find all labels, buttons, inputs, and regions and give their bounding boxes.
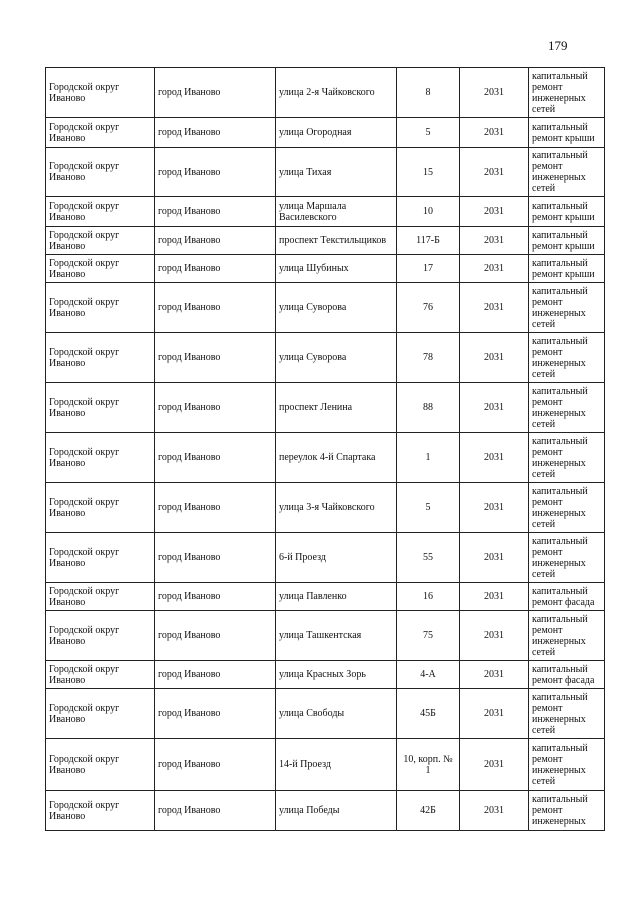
street-cell: улица Павленко (276, 583, 397, 611)
year-cell: 2031 (460, 148, 529, 197)
work-type-cell: капитальный ремонт инженерных сетей (529, 148, 605, 197)
city-cell: город Иваново (155, 68, 276, 118)
year-cell: 2031 (460, 483, 529, 533)
city-cell: город Иваново (155, 118, 276, 148)
table-row (46, 583, 605, 611)
table-row (46, 689, 605, 739)
work-type-cell: капитальный ремонт инженерных сетей (529, 611, 605, 661)
street-cell: улица Шубиных (276, 255, 397, 283)
year-cell: 2031 (460, 227, 529, 255)
city-cell: город Иваново (155, 197, 276, 227)
year-cell: 2031 (460, 333, 529, 383)
year-cell: 2031 (460, 661, 529, 689)
house-cell: 1 (397, 433, 460, 483)
work-type-cell: капитальный ремонт инженерных сетей (529, 483, 605, 533)
okrug-cell: Городской округ Иваново (46, 583, 155, 611)
city-cell: город Иваново (155, 333, 276, 383)
city-cell: город Иваново (155, 383, 276, 433)
street-cell: улица Свободы (276, 689, 397, 739)
city-cell: город Иваново (155, 739, 276, 791)
house-cell: 55 (397, 533, 460, 583)
street-cell: улица Ташкентская (276, 611, 397, 661)
okrug-cell: Городской округ Иваново (46, 68, 155, 118)
street-cell: проспект Текстильщиков (276, 227, 397, 255)
table-row (46, 611, 605, 661)
work-type-cell: капитальный ремонт крыши (529, 118, 605, 148)
city-cell: город Иваново (155, 689, 276, 739)
okrug-cell: Городской округ Иваново (46, 197, 155, 227)
year-cell: 2031 (460, 383, 529, 433)
city-cell: город Иваново (155, 661, 276, 689)
table-row (46, 791, 605, 831)
house-cell: 10, корп. № 1 (397, 739, 460, 791)
street-cell: улица Красных Зорь (276, 661, 397, 689)
okrug-cell: Городской округ Иваново (46, 611, 155, 661)
work-type-cell: капитальный ремонт инженерных сетей (529, 283, 605, 333)
street-cell: улица Маршала Василевского (276, 197, 397, 227)
house-cell: 8 (397, 68, 460, 118)
work-type-cell: капитальный ремонт инженерных сетей (529, 383, 605, 433)
house-cell: 15 (397, 148, 460, 197)
house-cell: 5 (397, 118, 460, 148)
city-cell: город Иваново (155, 283, 276, 333)
year-cell: 2031 (460, 533, 529, 583)
street-cell: улица Огородная (276, 118, 397, 148)
table-row (46, 533, 605, 583)
street-cell: переулок 4-й Спартака (276, 433, 397, 483)
house-cell: 76 (397, 283, 460, 333)
year-cell: 2031 (460, 611, 529, 661)
table-row (46, 227, 605, 255)
table-row (46, 255, 605, 283)
okrug-cell: Городской округ Иваново (46, 433, 155, 483)
street-cell: улица Победы (276, 791, 397, 831)
work-type-cell: капитальный ремонт фасада (529, 661, 605, 689)
house-cell: 5 (397, 483, 460, 533)
okrug-cell: Городской округ Иваново (46, 383, 155, 433)
okrug-cell: Городской округ Иваново (46, 689, 155, 739)
year-cell: 2031 (460, 433, 529, 483)
street-cell: улица 2-я Чайковского (276, 68, 397, 118)
year-cell: 2031 (460, 791, 529, 831)
okrug-cell: Городской округ Иваново (46, 227, 155, 255)
okrug-cell: Городской округ Иваново (46, 118, 155, 148)
year-cell: 2031 (460, 255, 529, 283)
okrug-cell: Городской округ Иваново (46, 283, 155, 333)
table-row (46, 68, 605, 118)
city-cell: город Иваново (155, 433, 276, 483)
street-cell: улица Суворова (276, 283, 397, 333)
table-row (46, 118, 605, 148)
house-cell: 88 (397, 383, 460, 433)
table-row (46, 383, 605, 433)
year-cell: 2031 (460, 689, 529, 739)
work-type-cell: капитальный ремонт крыши (529, 255, 605, 283)
work-type-cell: капитальный ремонт фасада (529, 583, 605, 611)
table-row (46, 283, 605, 333)
city-cell: город Иваново (155, 611, 276, 661)
okrug-cell: Городской округ Иваново (46, 333, 155, 383)
house-cell: 42Б (397, 791, 460, 831)
table-row (46, 483, 605, 533)
house-cell: 117-Б (397, 227, 460, 255)
okrug-cell: Городской округ Иваново (46, 255, 155, 283)
work-type-cell: капитальный ремонт крыши (529, 197, 605, 227)
page-number: 179 (548, 38, 568, 53)
work-type-cell: капитальный ремонт инженерных сетей (529, 533, 605, 583)
work-type-cell: капитальный ремонт инженерных сетей (529, 433, 605, 483)
okrug-cell: Городской округ Иваново (46, 661, 155, 689)
repair-schedule-table (45, 67, 605, 831)
okrug-cell: Городской округ Иваново (46, 533, 155, 583)
street-cell: 6-й Проезд (276, 533, 397, 583)
city-cell: город Иваново (155, 255, 276, 283)
okrug-cell: Городской округ Иваново (46, 148, 155, 197)
street-cell: улица 3-я Чайковского (276, 483, 397, 533)
okrug-cell: Городской округ Иваново (46, 739, 155, 791)
city-cell: город Иваново (155, 791, 276, 831)
table-row (46, 148, 605, 197)
table-row (46, 197, 605, 227)
year-cell: 2031 (460, 68, 529, 118)
house-cell: 75 (397, 611, 460, 661)
city-cell: город Иваново (155, 227, 276, 255)
street-cell: 14-й Проезд (276, 739, 397, 791)
city-cell: город Иваново (155, 583, 276, 611)
work-type-cell: капитальный ремонт инженерных сетей (529, 739, 605, 791)
year-cell: 2031 (460, 118, 529, 148)
okrug-cell: Городской округ Иваново (46, 791, 155, 831)
year-cell: 2031 (460, 283, 529, 333)
work-type-cell: капитальный ремонт инженерных сетей (529, 68, 605, 118)
year-cell: 2031 (460, 739, 529, 791)
street-cell: проспект Ленина (276, 383, 397, 433)
table-row (46, 739, 605, 791)
house-cell: 45Б (397, 689, 460, 739)
street-cell: улица Суворова (276, 333, 397, 383)
work-type-cell: капитальный ремонт инженерных сетей (529, 689, 605, 739)
year-cell: 2031 (460, 583, 529, 611)
table-row (46, 333, 605, 383)
house-cell: 78 (397, 333, 460, 383)
city-cell: город Иваново (155, 483, 276, 533)
house-cell: 17 (397, 255, 460, 283)
okrug-cell: Городской округ Иваново (46, 483, 155, 533)
city-cell: город Иваново (155, 148, 276, 197)
work-type-cell: капитальный ремонт инженерных сетей (529, 333, 605, 383)
year-cell: 2031 (460, 197, 529, 227)
work-type-cell: капитальный ремонт инженерных (529, 791, 605, 831)
table-row (46, 661, 605, 689)
work-type-cell: капитальный ремонт крыши (529, 227, 605, 255)
street-cell: улица Тихая (276, 148, 397, 197)
table-row (46, 433, 605, 483)
house-cell: 16 (397, 583, 460, 611)
house-cell: 10 (397, 197, 460, 227)
city-cell: город Иваново (155, 533, 276, 583)
house-cell: 4-А (397, 661, 460, 689)
